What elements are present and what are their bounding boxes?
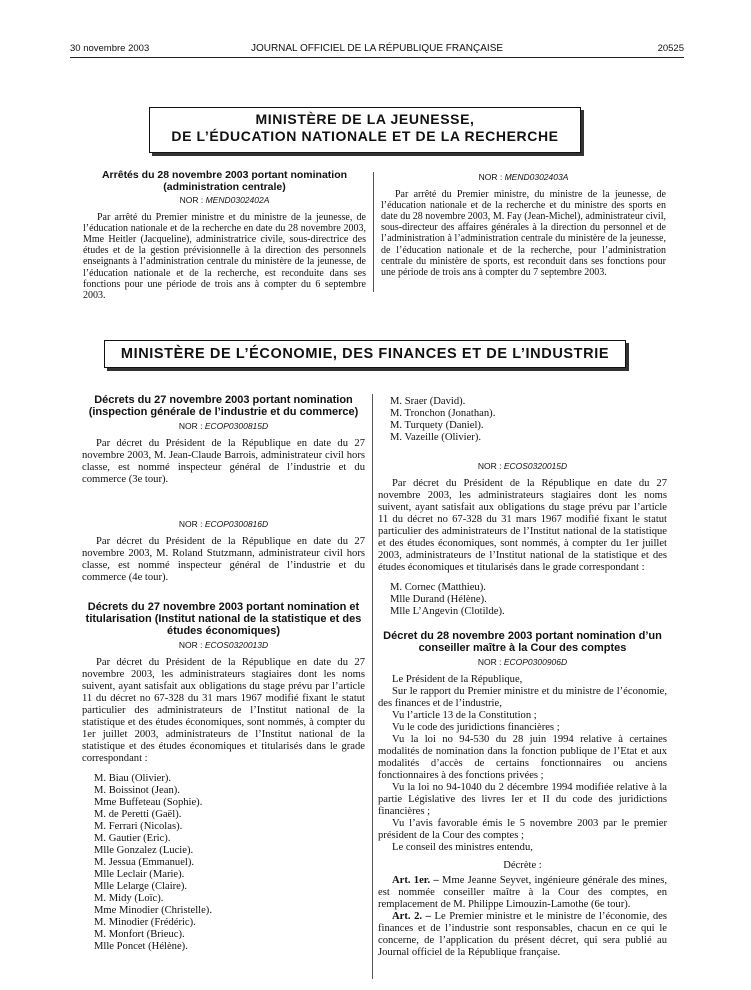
nor-reference	[378, 460, 667, 472]
m2-left-column	[82, 394, 365, 953]
name-entry: M. Sraer (David).	[390, 396, 466, 407]
nor-code: ECOP0300815D	[204, 421, 269, 431]
ministry-heading-title: MINISTÈRE DE L’ÉCONOMIE, DES FINANCES ET DE L’INDUSTRIE	[120, 346, 610, 362]
name-entry: M. Gautier (Eric).	[94, 833, 171, 844]
section-title: Décrets du 27 novembre 2003 portant nomination et titularisation (Institut national de la statistique et des études économiques)	[85, 601, 362, 637]
visa-paragraph: Vu l’avis favorable émis le 5 novembre 2003 par le premier président de la Cour des comptes ;	[378, 818, 667, 841]
name-entry: M. Ferrari (Nicolas).	[94, 821, 183, 832]
name-entry: M. Cornec (Matthieu).	[390, 582, 486, 593]
name-entry: M. Jessua (Emmanuel).	[94, 857, 195, 868]
name-entry: Mlle Poncet (Hélène).	[94, 941, 188, 952]
ministry-heading-economie	[104, 340, 626, 368]
article-1	[378, 875, 667, 911]
article-2	[378, 911, 667, 959]
nor-code: ECOS0320013D	[204, 640, 269, 650]
name-entry: M. de Peretti (Gaël).	[94, 809, 182, 820]
visa-paragraph: Vu la loi no 94-530 du 28 juin 1994 relative à certaines modalités de nomination dans la fonction publique de l’Etat et aux modalités d’accès de certains fonctionnaires ou anciens fonctionnaires à des fonctions privées ;	[378, 734, 667, 781]
name-entry: Mme Minodier (Christelle).	[94, 905, 212, 916]
name-entry: M. Monfort (Brieuc).	[94, 929, 185, 940]
nor-label: NOR :	[178, 519, 203, 529]
ministry-heading-jeunesse	[149, 107, 581, 153]
decree-paragraph: Par décret du Président de la République en date du 27 novembre 2003, M. Roland Stutzmann, administrateur civil hors classe, est nommé inspecteur général de l’industrie et du commerce (4e tour).	[82, 536, 365, 583]
column-divider	[372, 394, 373, 979]
decree-paragraph: Par décret du Président de la République en date du 27 novembre 2003, M. Jean-Claude Barrois, administrateur civil hors classe, est nommé inspecteur général de l’industrie et du commerce (3e tour).	[82, 438, 365, 485]
nor-code: ECOP0300816D	[204, 519, 269, 529]
decrete-line: Décrète :	[503, 860, 542, 871]
nor-label: NOR :	[178, 640, 203, 650]
name-entry: Mlle Lelarge (Claire).	[94, 881, 188, 892]
section-title: Décrets du 27 novembre 2003 portant nomination (inspection générale de l’industrie et du commerce)	[88, 394, 359, 418]
nor-label: NOR :	[478, 172, 503, 182]
nor-reference	[82, 420, 365, 432]
nor-code: ECOP0300906D	[503, 657, 568, 667]
nor-label: NOR :	[179, 195, 204, 205]
nor-label: NOR :	[178, 421, 203, 431]
header-journal-title: JOURNAL OFFICIEL DE LA RÉPUBLIQUE FRANÇAISE	[250, 43, 504, 54]
visa-paragraph: Sur le rapport du Premier ministre et du ministre de l’économie, des finances et de l’industrie,	[378, 686, 667, 709]
visa-paragraph: Le Président de la République,	[392, 674, 523, 685]
article-1-label: Art. 1er. –	[392, 875, 439, 886]
decree-paragraph: Par décret du Président de la République en date du 27 novembre 2003, les administrateurs stagiaires dont les noms suivent, ayant satisfait aux obligations du stage prévu par l’article 11 du décret no 67-328 du 31 mars 1967 modifié fixant le statut particulier des administrateurs de l’Institut national de la statistique et des études économiques, sont nommés, à compter du 1er juillet 2003, administrateurs de l’Institut national de la statistique et des études économiques et titularisés dans le grade correspondant :	[378, 478, 667, 573]
names-list	[82, 773, 365, 953]
ministry-heading-line1: MINISTÈRE DE LA JEUNESSE,	[255, 111, 475, 127]
names-list	[378, 582, 667, 618]
name-entry: Mme Buffeteau (Sophie).	[94, 797, 203, 808]
name-entry: Mlle Leclair (Marie).	[94, 869, 185, 880]
visa-paragraph: Vu l’article 13 de la Constitution ;	[392, 710, 537, 721]
m1-left-column	[83, 170, 366, 301]
name-entry: M. Midy (Loïc).	[94, 893, 164, 904]
header-page-number: 20525	[657, 43, 684, 54]
article-2-text: Le Premier ministre et le ministre de l’économie, des finances et de l’industrie sont responsables, chacun en ce qui le concerne, de l’application du présent décret, qui sera publié au Journal officiel de la République française.	[378, 911, 667, 958]
name-entry: Mlle L’Angevin (Clotilde).	[390, 606, 505, 617]
name-entry: M. Vazeille (Olivier).	[390, 432, 481, 443]
nor-code: ECOS0320015D	[503, 461, 568, 471]
name-entry: M. Turquety (Daniel).	[390, 420, 484, 431]
nor-label: NOR :	[477, 657, 502, 667]
header-date: 30 novembre 2003	[70, 43, 150, 54]
decree-paragraph: Par décret du Président de la République en date du 27 novembre 2003, les administrateurs stagiaires dont les noms suivent, ayant satisfait aux obligations du stage prévu par l’article 11 du décret no 67-328 du 31 mars 1967 modifié fixant le statut particulier des administrateurs de l’Institut national de la statistique et des études économiques, sont nommés, à compter du 1er juillet 2003, administrateurs de l’Institut national de la statistique et des études économiques et titularisés dans le grade correspondant :	[82, 657, 365, 764]
names-list	[378, 396, 667, 444]
running-header	[70, 43, 684, 57]
nor-reference	[82, 639, 365, 651]
m1-right-column	[381, 170, 666, 278]
name-entry: Mlle Gonzalez (Lucie).	[94, 845, 194, 856]
nor-reference	[82, 518, 365, 530]
visa-paragraphs	[378, 674, 667, 854]
nor-reference	[378, 656, 667, 668]
nor-code: MEND0302402A	[205, 195, 270, 205]
visa-paragraph: Le conseil des ministres entendu,	[392, 842, 533, 853]
nor-reference	[381, 172, 666, 183]
name-entry: M. Minodier (Frédéric).	[94, 917, 196, 928]
section-title: Décret du 28 novembre 2003 portant nomination d’un conseiller maître à la Cour des comptes	[383, 630, 662, 654]
name-entry: M. Boissinot (Jean).	[94, 785, 180, 796]
m2-right-column	[378, 396, 667, 959]
ministry-heading-line2: DE L’ÉDUCATION NATIONALE ET DE LA RECHERCHE	[171, 128, 559, 144]
decision-paragraph: Par arrêté du Premier ministre, du ministre de la jeunesse, de l’éducation nationale et de la recherche et du ministre des sports en date du 28 novembre 2003, M. Fay (Jean-Michel), administrateur civil, sous-directeur des affaires générales à la direction du personnel et de l’administration à l’administration centrale du ministère de la jeunesse, de l’éducation nationale et de la recherche, pour l’administration centrale du ministère de sports, est reconduit dans ses fonctions pour une période de trois ans à compter du 7 septembre 2003.	[381, 189, 666, 278]
decision-paragraph: Par arrêté du Premier ministre et du ministre de la jeunesse, de l’éducation nationale et de la recherche en date du 28 novembre 2003, Mme Heitler (Jacqueline), administratrice civile, sous-directrice des études et de la gestion prévisionnelle à la direction des personnels enseignants à l’administration centrale du ministère de la jeunesse, de l’éducation nationale et de la recherche, est reconduite dans ses fonctions pour une période de trois ans à compter du 6 septembre 2003.	[83, 212, 366, 301]
nor-reference	[83, 195, 366, 206]
name-entry: M. Tronchon (Jonathan).	[390, 408, 496, 419]
name-entry: M. Biau (Olivier).	[94, 773, 172, 784]
section-title: Arrêtés du 28 novembre 2003 portant nomination (administration centrale)	[101, 169, 348, 193]
nor-label: NOR :	[477, 461, 502, 471]
header-rule	[70, 57, 684, 58]
article-2-label: Art. 2. –	[392, 911, 431, 922]
article-1-text: Mme Jeanne Seyvet, ingénieure générale des mines, est nommée conseiller maître à la Cour des comptes, en remplacement de M. Philippe Limouzin-Lamothe (6e tour).	[378, 875, 667, 910]
visa-paragraph: Vu le code des juridictions financières ;	[392, 722, 560, 733]
visa-paragraph: Vu la loi no 94-1040 du 2 décembre 1994 modifiée relative à la partie Législative des livres Ier et II du code des juridictions financières ;	[378, 782, 667, 817]
nor-code: MEND0302403A	[504, 172, 569, 182]
name-entry: Mlle Durand (Hélène).	[390, 594, 487, 605]
column-divider	[373, 172, 374, 292]
